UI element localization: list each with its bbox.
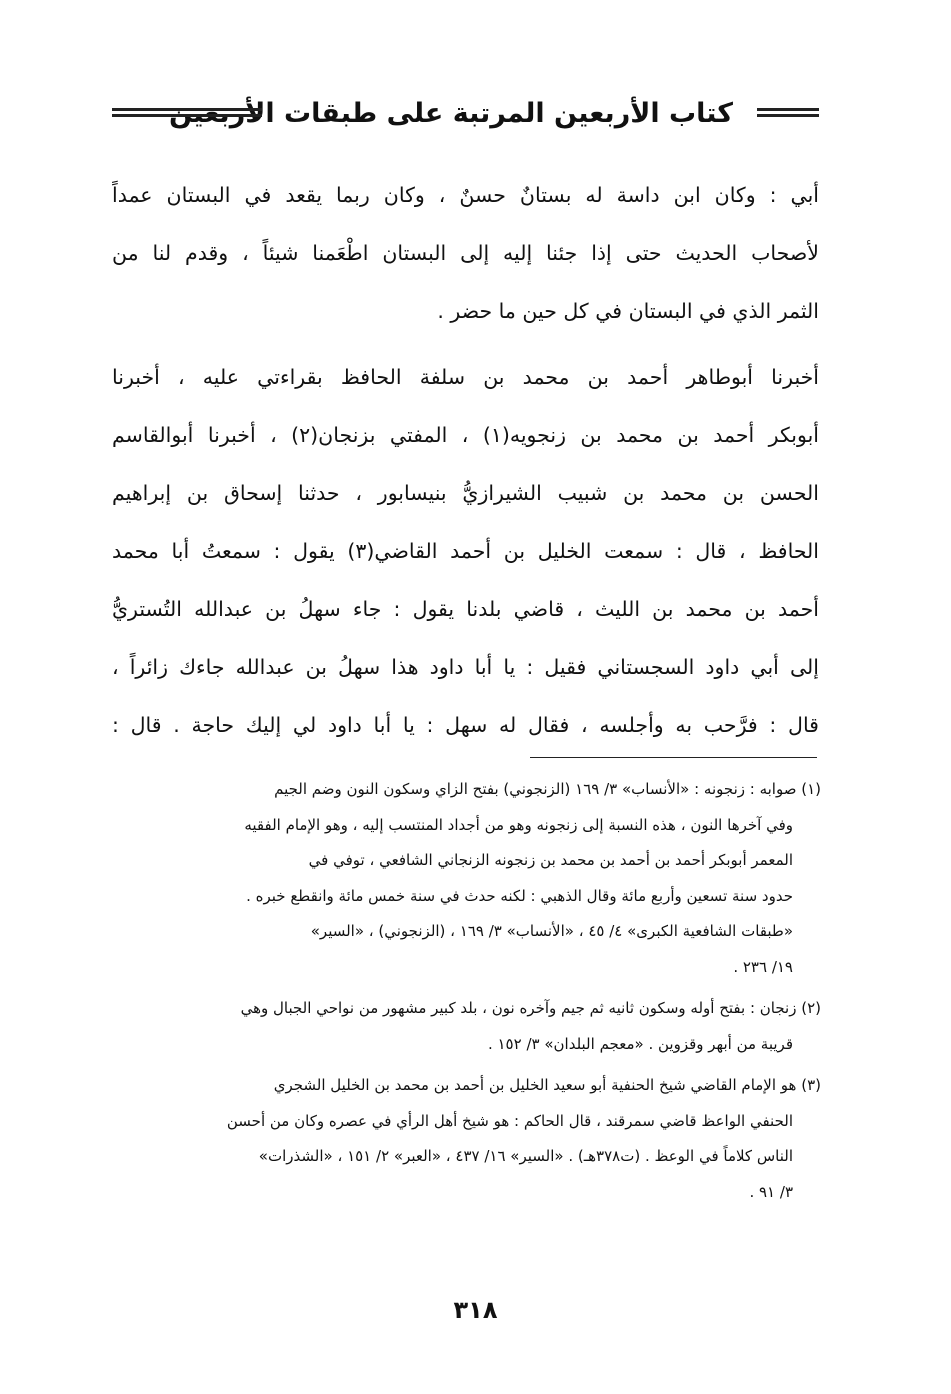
footnote-line: الناس كلاماً في الوعظ . (ت٣٧٨هـ) . «السير» ١٦/ ٤٣٧ ، «العبر» ٢/ ١٥١ ، «الشذرات» [258, 1147, 793, 1165]
footnote-line: (٢) زنجان : بفتح أوله وسكون ثانيه ثم جيم وآخره نون ، بلد كبير مشهور من نواحي الجبال وهي [240, 999, 821, 1017]
text-line: إلى أبي داود السجستاني فقيل : يا أبا داود هذا سهلُ بن عبدالله جاءك زائراً ، [112, 655, 819, 679]
text-line: لأصحاب الحديث حتى إذا جئنا إليه إلى البستان اطْعَمنا شيئاً ، وقدم لنا من [112, 241, 819, 265]
page-number: ٣١٨ [453, 1296, 498, 1324]
footnote-line: (١) صوابه : زنجونه : «الأنساب» ٣/ ١٦٩ (الزنجوني) بفتح الزاي وسكون النون وضم الجيم [274, 780, 821, 798]
text-line: الحسن بن محمد بن شبيب الشيرازيُّ بنيسابور ، حدثنا إسحاق بن إبراهيم [112, 481, 819, 505]
text-line: أبي : وكان ابن داسة له بستانٌ حسنٌ ، وكان ربما يقعد في البستان عمداً [112, 183, 819, 207]
footnote-1 [108, 772, 821, 985]
footnote-line: ٣/ ٩١ . [749, 1182, 793, 1201]
paragraph-1 [112, 166, 819, 340]
footnote-line: ١٩/ ٢٣٦ . [733, 957, 793, 976]
header-rule-left [112, 108, 262, 117]
header-title: كتاب الأربعين المرتبة على طبقات الأربعين [169, 98, 733, 129]
footnote-separator [530, 757, 817, 758]
footnotes [108, 772, 821, 1216]
text-line: الثمر الذي في البستان في كل حين ما حضر . [437, 299, 819, 323]
text-line: أحمد بن محمد بن الليث ، قاضي بلدنا يقول : جاء سهلُ بن عبدالله التُستريُّ [112, 597, 819, 621]
footnote-3 [108, 1068, 821, 1210]
footnote-line: المعمر أبوبكر أحمد بن أحمد بن محمد بن زنجونه الزنجاني الشافعي ، توفي في [308, 851, 793, 869]
footnote-line: «طبقات الشافعية الكبرى» ٤/ ٤٥ ، «الأنساب» ٣/ ١٦٩ ، (الزنجوني) ، «السير» [310, 922, 793, 940]
text-line: أخبرنا أبوطاهر أحمد بن محمد بن سلفة الحافظ بقراءتي عليه ، أخبرنا [112, 365, 819, 389]
footnote-line: قريبة من أبهر وقزوين . «معجم البلدان» ٣/ ١٥٢ . [487, 1034, 793, 1053]
footnote-line: الحنفي الواعظ قاضي سمرقند ، قال الحاكم : هو شيخ أهل الرأي في عصره وكان من أحسن [226, 1111, 793, 1130]
footnote-2 [108, 991, 821, 1062]
footnote-line: (٣) هو الإمام القاضي شيخ الحنفية أبو سعيد الخليل بن أحمد بن محمد بن الخليل الشجري [273, 1076, 821, 1094]
text-line: قال : فرَّحب به وأجلسه ، فقال له سهل : يا أبا داود لي إليك حاجة . قال : [112, 713, 819, 737]
text-line: أبوبكر أحمد بن محمد بن زنجويه(١) ، المفتي بزنجان(٢) ، أخبرنا أبوالقاسم [112, 423, 819, 447]
footnote-line: حدود سنة تسعين وأربع مائة وقال الذهبي : لكنه حدث في سنة خمس مائة وانقطع خبره . [246, 886, 793, 905]
running-header [112, 92, 819, 136]
paragraph-2 [112, 348, 819, 754]
text-line: الحافظ ، قال : سمعت الخليل بن أحمد القاضي(٣) يقول : سمعتُ أبا محمد [112, 539, 819, 563]
header-rule-right [757, 108, 819, 117]
footnote-line: وفي آخرها النون ، هذه النسبة إلى زنجونه وهو من أجداد المنتسب إليه ، وهو الإمام الفقيه [244, 815, 793, 834]
